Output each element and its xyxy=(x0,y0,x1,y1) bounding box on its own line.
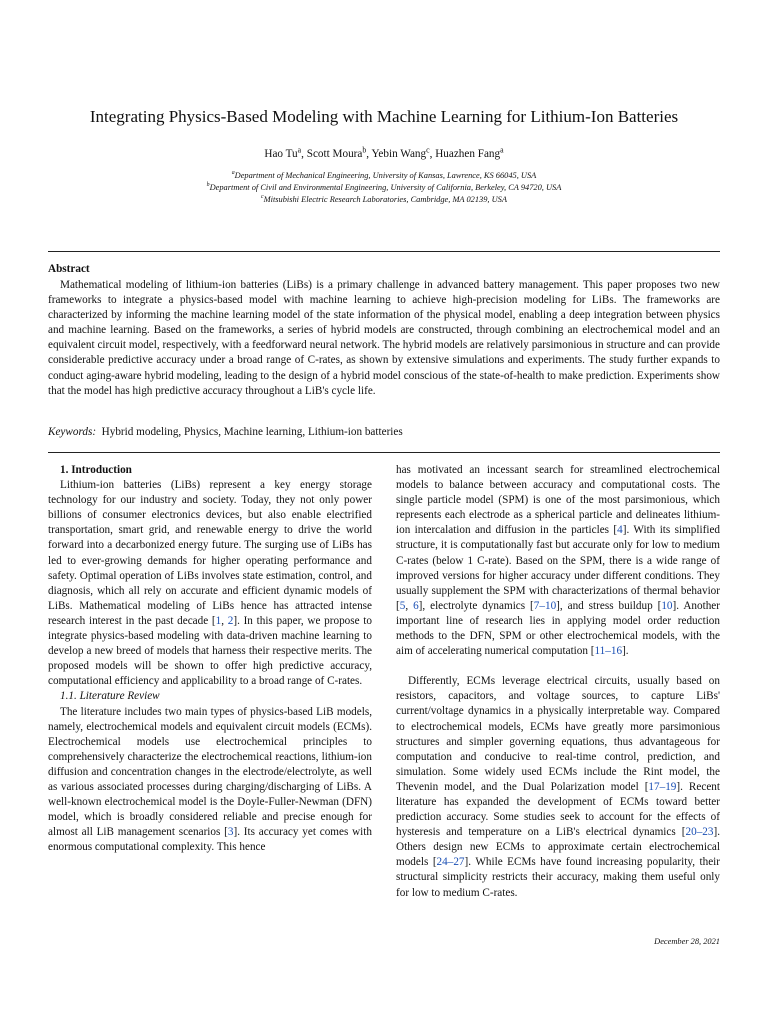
citation-link[interactable]: 2 xyxy=(227,614,234,627)
paragraph: Differently, ECMs leverage electrical circuits, usually based on resistors, capacitors, and voltage sources, to capture LiBs' current/voltage dynamics in a physically interpretable way. Compared to electrochemical models, ECMs have greatly more parsimonious structures and simpler governing equations, thus advantageous for computation and conducive to real-time control, prediction, and simulation. Some widely used ECMs include the Rint model, the Thevenin model, and the Dual Polarization model [17–19]. Recent literature has expanded the development of ECMs toward better prediction accuracy. Some studies seek to account for the effects of hysteresis and temperature on a LiB's electrical dynamics [20–23]. Others design new ECMs to approximate certain electrochemical models [24–27]. While ECMs have found increasing popularity, their structural simplicity restricts their accuracy, making them useful only for low to medium C-rates. xyxy=(396,675,720,899)
citation-link[interactable]: 4 xyxy=(617,524,623,537)
divider xyxy=(48,251,720,252)
citation-link[interactable]: 3 xyxy=(227,826,234,839)
keywords-label: Keywords: xyxy=(48,426,97,438)
citation-link[interactable]: 7–10 xyxy=(533,599,557,612)
citation-link[interactable]: 5 xyxy=(399,599,406,612)
paragraph: Lithium-ion batteries (LiBs) represent a key energy storage technology for our industry and society. Today, they not only power billions of consumer electronics devices, but also enable electrified transportation, smart grid, and renewable energy to drive the world forward into a decarbonized energy future. The surging use of LiBs has led to ever-growing demands for higher operating performance and safety. Optimal operation of LiBs involves state estimation, control, and diagnosis, which all rely on accurate and efficient dynamic models of LiBs. Mathematical modeling of LiBs hence has attracted intense research interest in the past decade [1, 2]. In this paper, we propose to integrate physics-based modeling with data-driven machine learning to develop a new breed of models that harness their respective merits. The proposed models will be shown to offer high predictive accuracy, computational efficiency and applicability to a broad range of C-rates. xyxy=(48,479,372,688)
affiliation: $^a$Department of Mechanical Engineering, University of Kansas, Lawrence, KS 66045, USA xyxy=(231,170,537,180)
keywords xyxy=(48,425,720,439)
citation-link[interactable]: 1 xyxy=(215,614,222,627)
paragraph: has motivated an incessant search for streamlined electrochemical models to balance between accuracy and computational costs. The single particle model (SPM) is one of the most parsimonious, which represents each electrode as a spherical particle and delineates lithium-ion intercalation and diffusion in the particles [4]. With its simplified structure, it is computationally fast but accurate only for low to medium C-rates (below 1 C-rate). Based on the SPM, there is a wide range of improved versions for higher accuracy under different conditions. They usually supplement the SPM with characterizations of thermal behavior [5, 6], electrolyte dynamics [7–10], and stress buildup [10]. Another important line of research lies in applying model order reduction methods to the DFN, SPM or other electrochemical models, with the aim of accelerating numerical computation [11–16]. xyxy=(396,464,720,658)
abstract-text: Mathematical modeling of lithium-ion batteries (LiBs) is a primary challenge in advanced battery management. This paper proposes two new frameworks to integrate a physics-based model with machine learning to achieve high-precision modeling for LiBs. The frameworks are characterized by informing the machine learning model of the state information of the physical model, enabling a deep integration between physics and machine learning. Based on the frameworks, a series of hybrid models are constructed, through combining an electrochemical model and an equivalent circuit model, respectively, with a feedforward neural network. The hybrid models are relatively parsimonious in structure and can provide considerable predictive accuracy under a broad range of C-rates, as shown by extensive simulations and experiments. The study further expands to conduct aging-aware hybrid modeling, leading to the design of a hybrid model conscious of the state-of-health to make prediction. Experiments show that the model has high predictive accuracy throughout a LiB's cycle life. xyxy=(48,279,720,397)
date-footer: December 28, 2021 xyxy=(654,937,720,946)
section-heading: 1. Introduction xyxy=(60,464,132,476)
divider xyxy=(48,452,720,453)
author: Scott Moura$^b$ xyxy=(306,145,367,160)
author-list: Hao Tu$^a$, Scott Moura$^b$, Yebin Wang$^c$, Huazhen Fang$^a$ xyxy=(264,145,504,160)
abstract-heading: Abstract xyxy=(48,263,90,275)
keywords-text: Hybrid modeling, Physics, Machine learning, Lithium-ion batteries xyxy=(101,426,403,438)
paragraph: The literature includes two main types of physics-based LiB models, namely, electrochemical models and equivalent circuit models (ECMs). Electrochemical models use electrochemical principles to comprehensively characterize the electrochemical reactions, lithium-ion diffusion and concentration changes in the electrode/electrolyte, as well as various associated processes during charging/discharging of LiBs. A well-known electrochemical model is the Doyle-Fuller-Newman (DFN) model, which is broadly considered reliable and precise enough for almost all LiB management scenarios [3]. Its accuracy yet comes with enormous computational complexity. This hence xyxy=(48,705,372,854)
author: Hao Tu$^a$ xyxy=(264,145,302,160)
citation-link[interactable]: 20–23 xyxy=(685,826,714,839)
subsection-heading: 1.1. Literature Review xyxy=(60,690,160,703)
citation-link[interactable]: 24–27 xyxy=(436,856,465,869)
affiliation: $^b$Department of Civil and Environmental Engineering, University of California, Berkeley, CA 94720, USA xyxy=(206,182,562,192)
citation-link[interactable]: 10 xyxy=(661,599,673,612)
left-column xyxy=(48,463,372,855)
author: Huazhen Fang$^a$ xyxy=(435,145,504,160)
citation-link[interactable]: 11–16 xyxy=(594,645,623,658)
paper-title: Integrating Physics-Based Modeling with Machine Learning for Lithium-Ion Batteries xyxy=(89,107,679,126)
affiliation-list xyxy=(0,170,768,206)
author: Yebin Wang$^c$ xyxy=(371,145,430,160)
affiliation: $^c$Mitsubishi Electric Research Laboratories, Cambridge, MA 02139, USA xyxy=(261,194,507,204)
right-column xyxy=(396,463,720,901)
citation-link[interactable]: 6 xyxy=(413,599,419,612)
citation-link[interactable]: 17–19 xyxy=(648,780,677,793)
